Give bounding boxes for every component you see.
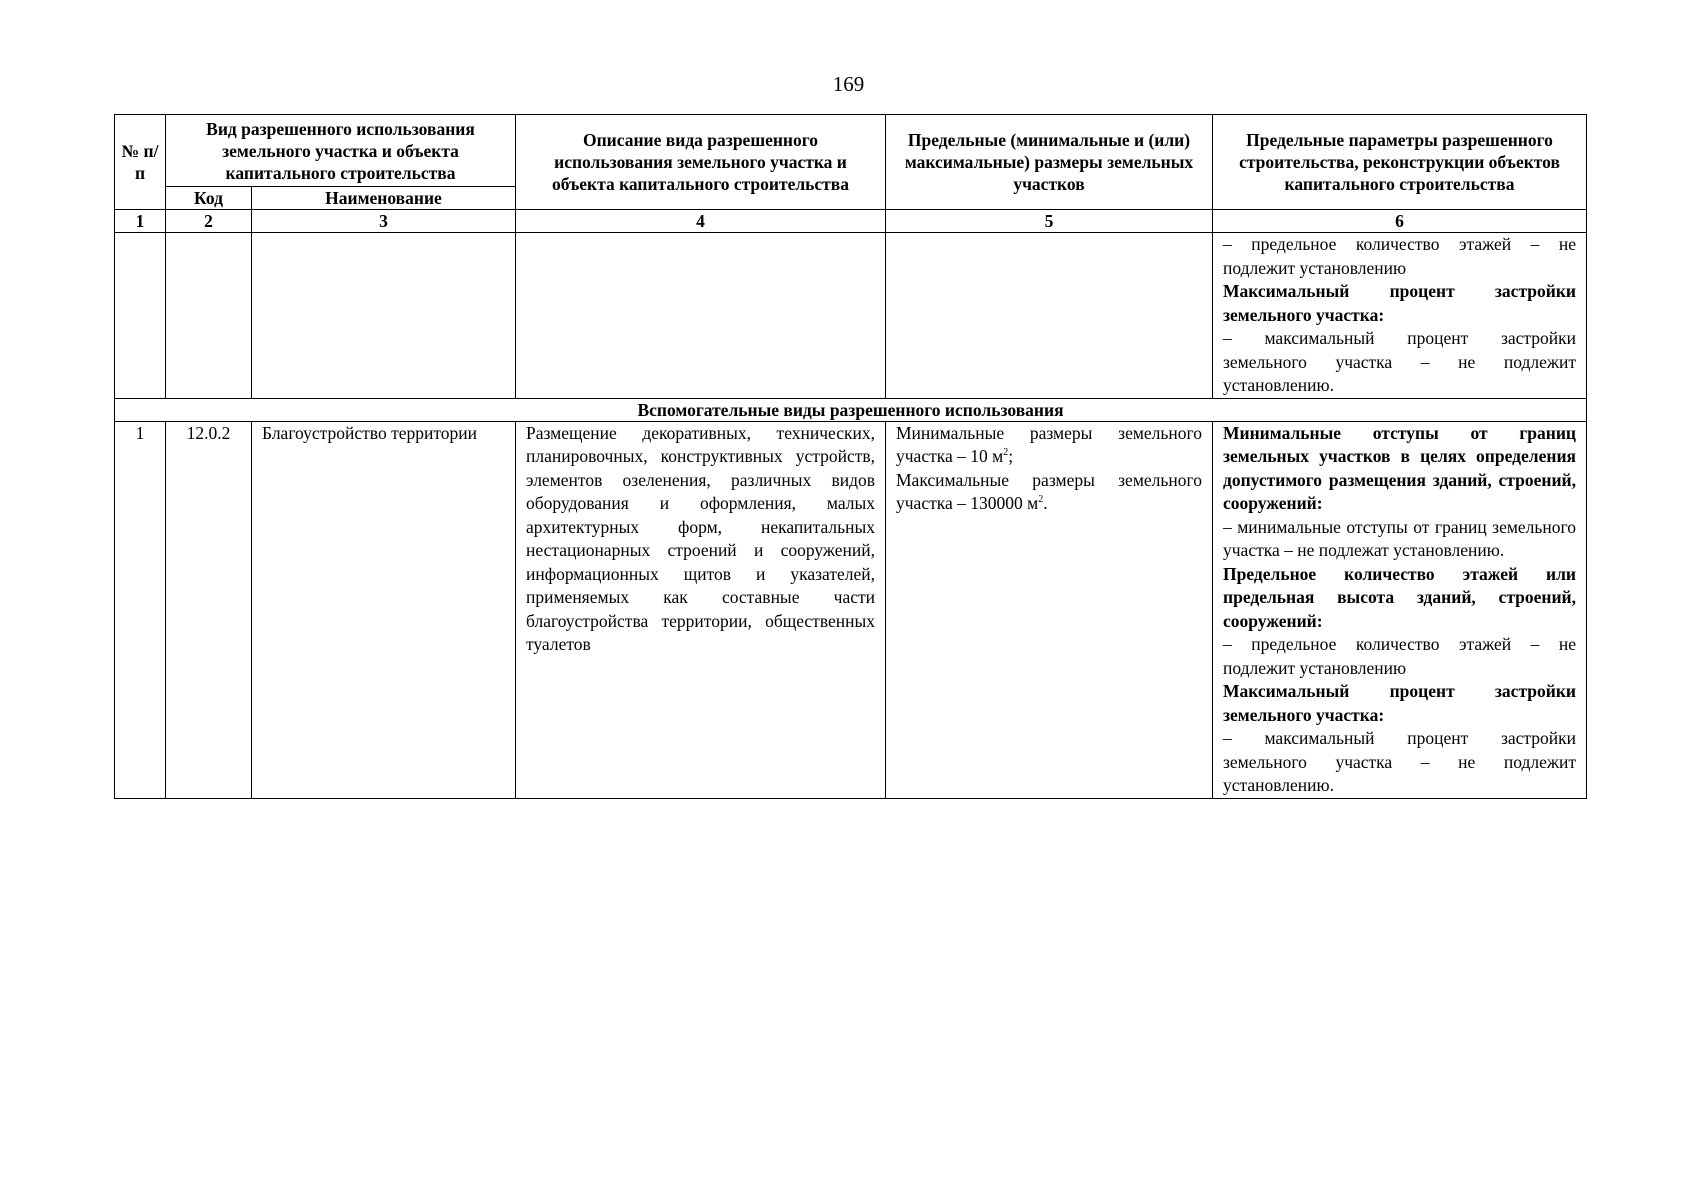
table-row: [115, 421, 1587, 798]
section-row: [115, 398, 1587, 421]
column-number: 3: [252, 210, 516, 233]
cell-empty: [252, 233, 516, 399]
header-name: Наименование: [252, 187, 516, 210]
column-numbers-row: [115, 210, 1587, 233]
param-heading: Максимальный процент застройки земельного участка:: [1223, 681, 1576, 725]
row-code: 12.0.2: [166, 421, 252, 798]
param-text: – максимальный процент застройки земельного участка – не подлежит установлению.: [1223, 728, 1576, 795]
param-text: – максимальный процент застройки земельного участка – не подлежит установлению.: [1223, 328, 1576, 395]
continued-params-cell: [1213, 233, 1587, 399]
section-title: Вспомогательные виды разрешенного использования: [115, 398, 1587, 421]
column-number: 5: [886, 210, 1213, 233]
min-size-sup: 2: [1003, 447, 1009, 459]
column-number: 1: [115, 210, 166, 233]
row-name: Благоустройство территории: [252, 421, 516, 798]
max-size-text: Максимальные размеры земельного участка – 130000 м: [896, 469, 1202, 513]
column-number: 4: [516, 210, 886, 233]
header-description: Описание вида разрешенного использования земельного участка и объекта капитального строительства: [516, 115, 886, 210]
header-sizes: Предельные (минимальные и (или) максимальные) размеры земельных участков: [886, 115, 1213, 210]
row-params: [1213, 421, 1587, 798]
param-text: – минимальные отступы от границ земельного участка – не подлежат установлению.: [1223, 516, 1576, 560]
cell-empty: [886, 233, 1213, 399]
cell-empty: [166, 233, 252, 399]
header-params: Предельные параметры разрешенного строительства, реконструкции объектов капитального строительства: [1213, 115, 1587, 210]
column-number: 6: [1213, 210, 1587, 233]
header-num: № п/п: [115, 115, 166, 210]
param-heading: Предельное количество этажей или предельная высота зданий, строений, сооружений:: [1223, 563, 1576, 631]
row-sizes: [886, 421, 1213, 798]
header-code: Код: [166, 187, 252, 210]
cell-empty: [516, 233, 886, 399]
row-num: 1: [115, 421, 166, 798]
max-size-sup: 2: [1038, 494, 1044, 506]
min-size-end: ;: [1008, 446, 1014, 466]
max-size-end: .: [1043, 493, 1048, 513]
param-heading: Максимальный процент застройки земельного участка:: [1223, 281, 1576, 325]
cell-empty: [115, 233, 166, 399]
header-type-group: Вид разрешенного использования земельного участка и объекта капитального строительства: [166, 115, 516, 187]
param-text: – предельное количество этажей – не подлежит установлению: [1223, 234, 1576, 278]
min-size-text: Минимальные размеры земельного участка – 10 м: [896, 422, 1202, 466]
header-row: [115, 115, 1587, 187]
column-number: 2: [166, 210, 252, 233]
page-number: 169: [832, 72, 865, 96]
row-description: Размещение декоративных, технических, планировочных, конструктивных устройств, элементов озеленения, различных видов оборудования и оформления, малых архитектурных форм, некапитальных нестационарных строений и сооружений, информационных щитов и указателей, применяемых как составные части благоустройства территории, общественных туалетов: [516, 421, 886, 798]
param-text: – предельное количество этажей – не подлежит установлению: [1223, 634, 1576, 678]
param-heading: Минимальные отступы от границ земельных участков в целях определения допустимого размещения зданий, строений, сооружений:: [1223, 422, 1576, 513]
continued-row: [115, 233, 1587, 399]
land-use-table: [114, 114, 1587, 799]
